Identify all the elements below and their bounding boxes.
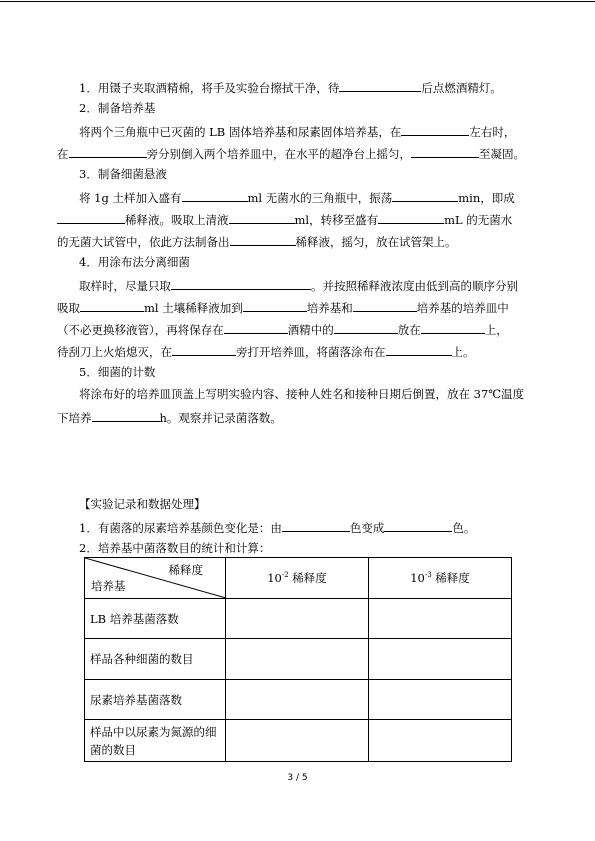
section-4-title: 4．用涂布法分离细菌 <box>79 255 190 269</box>
text: 至凝固。 <box>479 147 525 161</box>
section-2-line-2 <box>57 145 525 161</box>
text: 左右时， <box>469 125 516 139</box>
header-dilution-1e-3 <box>369 558 512 599</box>
text: mL 的无菌水 <box>444 213 513 227</box>
text: 取样时，尽量只取 <box>79 279 171 293</box>
text: 旁打开培养皿，将菌落涂布在 <box>236 345 386 359</box>
blank[interactable] <box>230 233 296 246</box>
blank[interactable] <box>224 321 288 334</box>
section-3-line-3 <box>57 233 457 249</box>
text: （不必更换移液管），再将保存在 <box>57 323 224 337</box>
blank[interactable] <box>92 409 160 422</box>
blank[interactable] <box>339 79 421 92</box>
blank[interactable] <box>411 145 479 158</box>
table-row <box>85 599 512 639</box>
header-medium-label: 培养基 <box>91 579 126 593</box>
header-dilution-1e-2 <box>226 558 369 599</box>
table-cell[interactable] <box>369 639 512 680</box>
header-rule <box>0 1 595 2</box>
section-2-line-1 <box>79 123 515 139</box>
section-4-line-3 <box>57 321 508 337</box>
row-label: 样品中以尿素为氮源的细菌的数目 <box>85 720 226 762</box>
text: 放在 <box>397 323 421 337</box>
table-cell[interactable] <box>369 680 512 720</box>
text: 稀释液，摇匀，放在试管架上。 <box>295 235 457 249</box>
text: 培养基和 <box>306 301 353 315</box>
section-3-title: 3．制备细菌悬液 <box>79 167 167 181</box>
table-row <box>85 680 512 720</box>
text: 稀释度 <box>431 571 470 585</box>
page-number: 3 / 5 <box>287 773 308 783</box>
table-cell[interactable] <box>226 599 369 639</box>
section-4-line-2 <box>57 299 509 315</box>
text: 上。 <box>451 345 475 359</box>
record-heading: 【实验记录和数据处理】 <box>79 497 206 511</box>
blank[interactable] <box>172 343 236 356</box>
blank[interactable] <box>421 321 485 334</box>
table-cell[interactable] <box>369 599 512 639</box>
section-5-line-1: 将涂布好的培养皿顶盖上写明实验内容、接种人姓名和接种日期后倒置，放在 37℃温度 <box>79 387 525 401</box>
text: 旁分别倒入两个培养皿中，在水平的超净台上摇匀， <box>146 147 411 161</box>
text: 色变成 <box>349 521 385 535</box>
exponent: -2 <box>281 571 289 580</box>
text: 待刮刀上火焰熄灭，在 <box>57 345 172 359</box>
blank[interactable] <box>171 277 311 290</box>
table-cell[interactable] <box>226 639 369 680</box>
colony-count-table <box>84 557 512 762</box>
row-label: LB 培养基菌落数 <box>85 599 226 639</box>
header-dilution-label: 稀释度 <box>168 563 203 577</box>
text: 稀释度 <box>288 571 327 585</box>
text: 吸取 <box>57 301 80 315</box>
table-row <box>85 639 512 680</box>
blank[interactable] <box>229 211 295 224</box>
text: 的无菌大试管中，依此方法制备出 <box>57 235 230 249</box>
table-cell[interactable] <box>226 720 369 762</box>
text: 下培养 <box>57 411 92 425</box>
blank[interactable] <box>57 211 125 224</box>
section-3-line-1 <box>79 189 515 205</box>
blank[interactable] <box>69 145 147 158</box>
record-q2: 2．培养基中菌落数目的统计和计算： <box>79 541 271 555</box>
blank[interactable] <box>401 123 469 136</box>
row-label: 尿素培养基菌落数 <box>85 680 226 720</box>
blank[interactable] <box>334 321 398 334</box>
text: 色。 <box>452 521 476 535</box>
text: 培养基的培养皿中 <box>416 301 509 315</box>
record-q1 <box>79 519 475 535</box>
section-4-line-1 <box>79 277 518 293</box>
blank[interactable] <box>392 189 458 202</box>
text: 10 <box>267 571 282 585</box>
blank[interactable] <box>378 211 444 224</box>
text: 将 1g 土样加入盛有 <box>79 191 182 205</box>
table-row <box>85 720 512 762</box>
diagonal-header-cell <box>85 558 226 599</box>
exponent: -3 <box>424 571 432 580</box>
blank[interactable] <box>243 299 307 312</box>
step-1-text: 1．用镊子夹取酒精棉，将手及实验台擦拭干净，待 <box>79 81 340 95</box>
text: 稀释液。吸取上清液 <box>125 213 229 227</box>
text: 。并按照稀释液浓度由低到高的顺序分别 <box>311 279 518 293</box>
section-4-line-4 <box>57 343 475 359</box>
table-header-row <box>85 558 512 599</box>
step-1-text-end: 后点燃酒精灯。 <box>421 81 502 95</box>
text: 在 <box>57 147 69 161</box>
blank[interactable] <box>386 343 452 356</box>
row-label: 样品各种细菌的数目 <box>85 639 226 680</box>
blank[interactable] <box>80 299 144 312</box>
step-1-line <box>79 79 502 95</box>
text: ml 无菌水的三角瓶中，振荡 <box>247 191 393 205</box>
blank[interactable] <box>353 299 417 312</box>
section-5-title: 5．细菌的计数 <box>79 365 156 379</box>
blank[interactable] <box>182 189 248 202</box>
table-cell[interactable] <box>226 680 369 720</box>
text: ml 土壤稀释液加到 <box>144 301 243 315</box>
section-3-line-2 <box>57 211 512 227</box>
text: 酒精中的 <box>287 323 334 337</box>
text: ml，转移至盛有 <box>294 213 379 227</box>
blank[interactable] <box>282 519 350 532</box>
text: 将两个三角瓶中已灭菌的 LB 固体培养基和尿素固体培养基，在 <box>79 125 402 139</box>
text: 10 <box>410 571 425 585</box>
text: h。观察并记录菌落数。 <box>159 411 282 425</box>
section-2-title: 2．制备培养基 <box>79 101 156 115</box>
section-5-line-2 <box>57 409 282 425</box>
text: 上， <box>484 323 508 337</box>
text: min，即成 <box>458 191 515 205</box>
blank[interactable] <box>384 519 452 532</box>
table-cell[interactable] <box>369 720 512 762</box>
text: 1．有菌落的尿素培养基颜色变化是：由 <box>79 521 282 535</box>
